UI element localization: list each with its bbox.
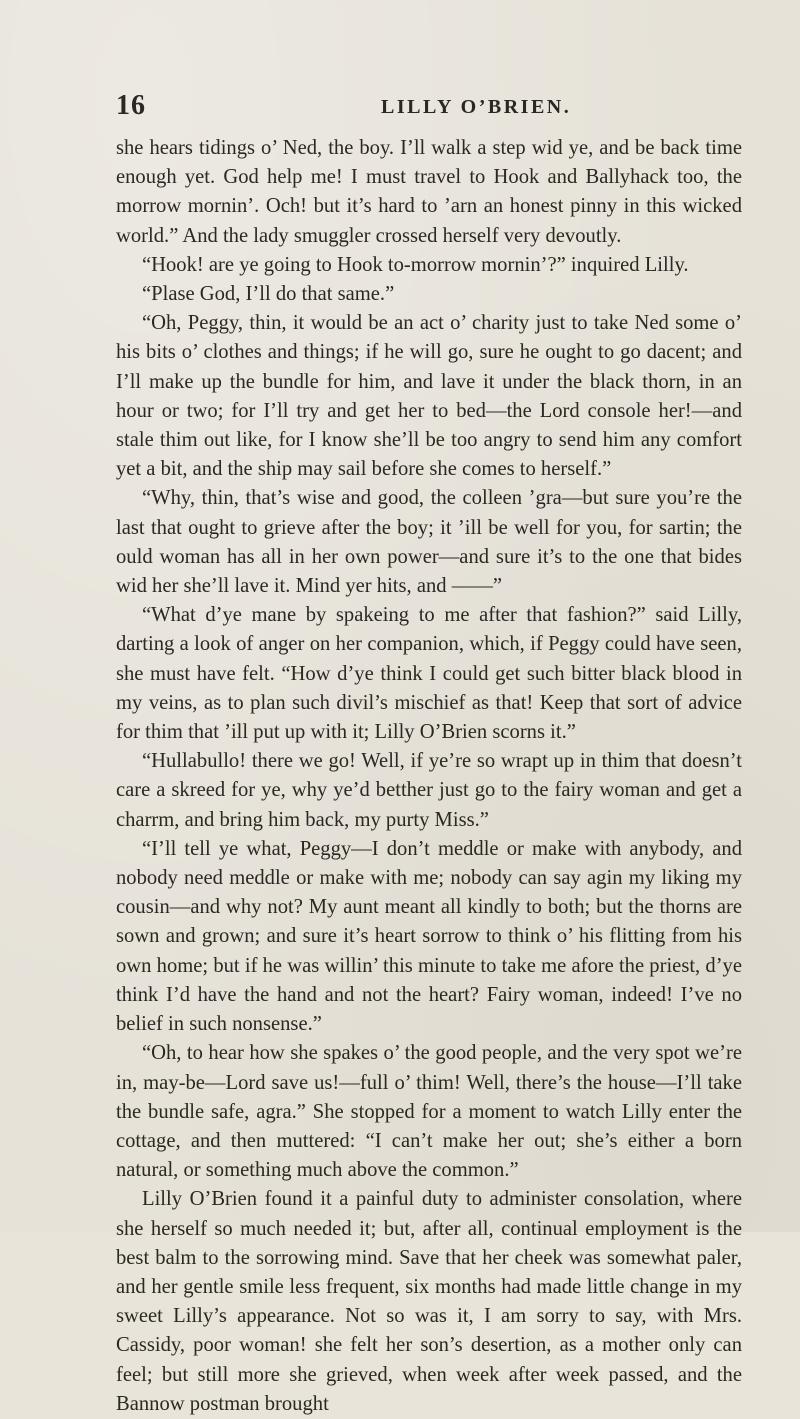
paragraph: “Oh, to hear how she spakes o’ the good people, and the very spot we’re in, may-be—Lord save us!—full o’ thim! Well, there’s the house—I’ll take the bundle safe, agra.” She stopped for a moment to watch Lilly enter the cottage, and then muttered: “I can’t make her out; she’s either a born natural, or something much above the common.” [116,1042,742,1182]
paragraph: “What d’ye mane by spakeing to me after that fashion?” said Lilly, darting a look of anger on her companion, which, if Peggy could have seen, she must have felt. “How d’ye think I could get such bitter black blood in my veins, as to plan such divil’s mischief as that! Keep that sort of advice for thim that ’ill put up with it; Lilly O’Brien scorns it.” [116,604,742,744]
paragraph: “Why, thin, that’s wise and good, the colleen ’gra—but sure you’re the last that ought to grieve after the boy; it ’ill be well for you, for sartin; the ould woman has all in her own power—and sure it’s to the one that bides wid her she’ll lave it. Mind yer hits, and ——” [116,487,742,598]
page-number: 16 [116,90,146,121]
paragraph: “I’ll tell ye what, Peggy—I don’t meddle or make with anybody, and nobody need meddle or make with me; nobody can say agin my liking my cousin—and why not? My aunt meant all kindly to both; but the thorns are sown and grown; and sure it’s heart sorrow to think o’ his flitting from his own home; but if he was willin’ this minute to take me afore the priest, d’ye think I’d have the hand and not the heart? Fairy woman, indeed! I’ve no belief in such nonsense.” [116,837,742,1036]
paragraph-continued: she hears tidings o’ Ned, the boy. I’ll walk a step wid ye, and be back time enough yet. God help me! I must travel to Hook and Ballyhack too, the morrow mornin’. Och! but it’s hard to ’arn an honest pinny in this wicked world.” And the lady smuggler crossed herself very devoutly. [116,137,742,247]
paragraph: “Oh, Peggy, thin, it would be an act o’ charity just to take Ned some o’ his bits o’ clothes and things; if he will go, sure he ought to go dacent; and I’ll make up the bundle for him, and lave it under the black thorn, in an hour or two; for I’ll try and get her to bed—the Lord console her!—and stale thim out like, for I know she’ll be too angry to send him any comfort yet a bit, and the ship may sail before she comes to herself.” [116,312,742,481]
paragraph: “Hullabullo! there we go! Well, if ye’re so wrapt up in thim that doesn’t care a skreed for ye, why ye’d betther just go to the fairy woman and get a charrm, and bring him back, my purty Miss.” [116,750,742,831]
page-header [116,90,742,130]
paragraph: “Hook! are ye going to Hook to-morrow mornin’?” inquired Lilly. [142,253,689,276]
paragraph: “Plase God, I’ll do that same.” [142,283,395,306]
running-head: LILLY O’BRIEN. [381,96,572,118]
paragraph: Lilly O’Brien found it a painful duty to administer consolation, where she herself so much needed it; but, after all, continual employment is the best balm to the sorrowing mind. Save that her cheek was somewhat paler, and her gentle smile less frequent, six months had made little change in my sweet Lilly’s appearance. Not so was it, I am sorry to say, with Mrs. Cassidy, poor woman! she felt her son’s desertion, as a mother only can feel; but still more she grieved, when week after week passed, and the Bannow postman brought [116,1188,742,1415]
body-text [116,134,742,1419]
